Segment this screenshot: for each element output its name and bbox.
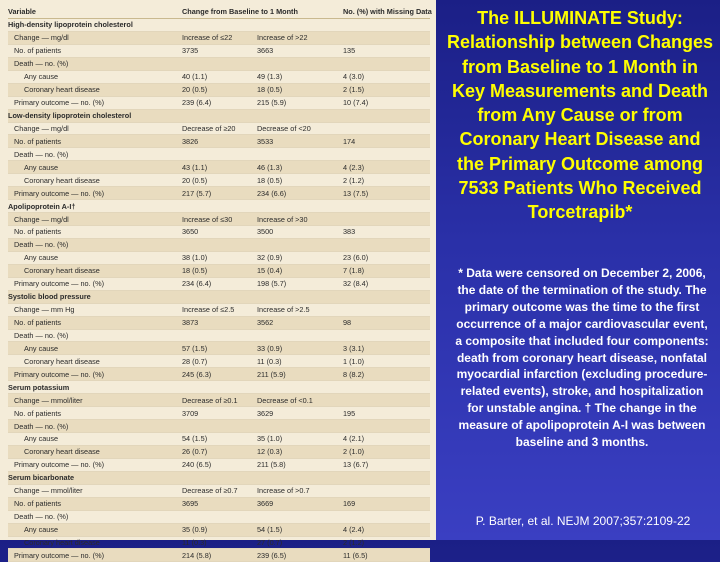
slide-citation: P. Barter, et al. NEJM 2007;357:2109-22 [475, 514, 691, 528]
table-cell: 3669 [257, 499, 274, 509]
table-cell: 217 (5.7) [182, 188, 212, 198]
table-cell: Change — mg/dl [14, 123, 69, 133]
table-row [8, 549, 430, 562]
table-row [8, 304, 430, 317]
table-row [8, 511, 430, 524]
table-cell: 23 (6.0) [343, 253, 369, 263]
table-cell: Any cause [24, 72, 59, 82]
table-section-row [8, 110, 430, 123]
table-cell: 3562 [257, 318, 274, 328]
table-header-cell: Variable [8, 6, 36, 16]
table-cell: 7 (1.8) [343, 266, 365, 276]
table-cell: 4 (3.0) [343, 72, 365, 82]
table-cell: Primary outcome — no. (%) [14, 188, 105, 198]
table-cell: Change — mm Hg [14, 305, 75, 315]
table-cell: 46 (1.3) [257, 162, 283, 172]
table-cell: Primary outcome — no. (%) [14, 98, 105, 108]
table-cell: High-density lipoprotein cholesterol [8, 20, 133, 30]
table-cell: 28 (0.7) [182, 356, 208, 366]
table-cell: Any cause [24, 253, 59, 263]
table-cell: 3735 [182, 46, 199, 56]
table-row [8, 226, 430, 239]
table-body [8, 19, 430, 562]
table-cell: 11 (6.5) [343, 550, 368, 560]
table-cell: 240 (6.5) [182, 460, 212, 470]
table-cell: Increase of >2.5 [257, 305, 310, 315]
table-cell: 18 (0.5) [257, 85, 283, 95]
table-cell: 15 (0.4) [257, 266, 283, 276]
table-cell: 214 (5.8) [182, 550, 212, 560]
table-cell: Decrease of ≥20 [182, 123, 236, 133]
table-cell: 245 (6.3) [182, 369, 212, 379]
table-cell: 11 (0.3) [257, 356, 282, 366]
table-cell: Death — no. (%) [14, 512, 69, 522]
table-cell: 2 (1.2) [343, 537, 365, 547]
table-cell: Death — no. (%) [14, 421, 69, 431]
table-row [8, 58, 430, 71]
table-cell: 12 (0.3) [257, 447, 283, 457]
table-cell: Death — no. (%) [14, 149, 69, 159]
table-row [8, 265, 430, 278]
table-cell: 18 (0.5) [257, 175, 283, 185]
table-cell: 13 (7.5) [343, 188, 369, 198]
table-cell: Any cause [24, 525, 59, 535]
table-cell: 11 (0.3) [182, 537, 207, 547]
table-cell: No. of patients [14, 46, 62, 56]
slide-footnote: * Data were censored on December 2, 2006, the date of the termination of the study. The primary outcome was the time to the first occurrence of a major cardiovascular event, a composite that included four components: death from coronary heart disease, nonfatal myocardial infarction (excluding procedure-related events), stroke, and hospitalization for unstable angina. † The change in the measure of apolipoprotein A-I was between baseline and 3 months. [455, 266, 709, 450]
table-row [8, 355, 430, 368]
table-row [8, 459, 430, 472]
table-row [8, 161, 430, 174]
table-row [8, 252, 430, 265]
table-cell: Systolic blood pressure [8, 292, 91, 302]
table-row [8, 394, 430, 407]
table-cell: 3826 [182, 136, 199, 146]
table-section-row [8, 19, 430, 32]
table-cell: 20 (0.5) [182, 175, 208, 185]
table-row [8, 498, 430, 511]
table-cell: Death — no. (%) [14, 59, 69, 69]
table-row [8, 71, 430, 84]
table-row [8, 213, 430, 226]
table-row [8, 537, 430, 550]
table-cell: 26 (0.7) [182, 447, 208, 457]
table-cell: Coronary heart disease [24, 266, 100, 276]
table-row [8, 97, 430, 110]
table-cell: Increase of >30 [257, 214, 308, 224]
table-row [8, 420, 430, 433]
table-cell: Decrease of <20 [257, 123, 311, 133]
table-cell: 3709 [182, 408, 199, 418]
table-cell: 383 [343, 227, 356, 237]
table-cell: 169 [343, 499, 356, 509]
table-cell: 3 (3.1) [343, 343, 365, 353]
table-cell: Coronary heart disease [24, 447, 100, 457]
table-cell: Decrease of <0.1 [257, 395, 313, 405]
table-cell: Coronary heart disease [24, 537, 100, 547]
table-cell: 2 (1.0) [343, 447, 365, 457]
table-cell: 239 (6.5) [257, 550, 287, 560]
table-cell: 215 (5.9) [257, 98, 287, 108]
table-cell: 4 (2.3) [343, 162, 365, 172]
table-cell: 211 (5.8) [257, 460, 286, 470]
table-cell: Any cause [24, 162, 59, 172]
table-row [8, 524, 430, 537]
table-cell: Apolipoprotein A-I† [8, 201, 76, 211]
table-cell: 54 (1.5) [257, 525, 283, 535]
table-cell: 49 (1.3) [257, 72, 283, 82]
table-cell: Coronary heart disease [24, 356, 100, 366]
table-cell: 98 [343, 318, 352, 328]
table-cell: 32 (0.9) [257, 253, 283, 263]
table-cell: No. of patients [14, 136, 62, 146]
table-cell: 38 (1.0) [182, 253, 208, 263]
table-cell: 8 (8.2) [343, 369, 365, 379]
table-cell: Low-density lipoprotein cholesterol [8, 111, 132, 121]
table-cell: Change — mg/dl [14, 33, 69, 43]
table-cell: 3663 [257, 46, 274, 56]
table-section-row [8, 472, 430, 485]
table-row [8, 433, 430, 446]
table-cell: Primary outcome — no. (%) [14, 550, 105, 560]
table-cell: Any cause [24, 434, 59, 444]
table-cell: Increase of >22 [257, 33, 308, 43]
table-cell: Change — mg/dl [14, 214, 69, 224]
table-cell: 57 (1.5) [182, 343, 208, 353]
table-cell: Serum potassium [8, 382, 70, 392]
table-cell: No. of patients [14, 408, 62, 418]
table-cell: No. of patients [14, 227, 62, 237]
table-cell: Change — mmol/liter [14, 486, 83, 496]
table-cell: Death — no. (%) [14, 240, 69, 250]
table-cell: Primary outcome — no. (%) [14, 279, 105, 289]
slide-title: The ILLUMINATE Study: Relationship between Changes from Baseline to 1 Month in Key Measurements and Death from Any Cause or from Coronary Heart Disease and the Primary Outcome among 7533 Patients Who Received Torcetrapib* [446, 8, 714, 223]
table-row [8, 123, 430, 136]
table-cell: 234 (6.4) [182, 279, 212, 289]
table-cell: 1 (1.0) [343, 356, 365, 366]
table-cell: 3533 [257, 136, 274, 146]
table-row [8, 317, 430, 330]
table-cell: 3650 [182, 227, 199, 237]
table-cell: Coronary heart disease [24, 85, 100, 95]
table-cell: Increase of ≤30 [182, 214, 233, 224]
table-row [8, 485, 430, 498]
table-section-row [8, 200, 430, 213]
table-row [8, 174, 430, 187]
table-section-row [8, 381, 430, 394]
table-section-row [8, 291, 430, 304]
table-cell: No. of patients [14, 318, 62, 328]
table-row [8, 148, 430, 161]
table-cell: 33 (0.9) [257, 343, 283, 353]
table-row [8, 342, 430, 355]
table-cell: 18 (0.5) [182, 266, 208, 276]
table-cell: 211 (5.9) [257, 369, 286, 379]
table-cell: Change — mmol/liter [14, 395, 83, 405]
table-cell: Increase of ≤2.5 [182, 305, 235, 315]
table-cell: 195 [343, 408, 356, 418]
table-cell: 13 (6.7) [343, 460, 369, 470]
table-cell: 239 (6.4) [182, 98, 212, 108]
table-cell: Primary outcome — no. (%) [14, 460, 105, 470]
table-cell: 35 (1.0) [257, 434, 283, 444]
table-row [8, 187, 430, 200]
table-cell: 43 (1.1) [182, 162, 208, 172]
table-row [8, 32, 430, 45]
table-row [8, 407, 430, 420]
table-row [8, 368, 430, 381]
table-cell: No. of patients [14, 499, 62, 509]
table-cell: Decrease of ≥0.1 [182, 395, 238, 405]
table-cell: 20 (0.5) [182, 85, 208, 95]
table-cell: Serum bicarbonate [8, 473, 75, 483]
table-cell: 40 (1.1) [182, 72, 208, 82]
table-header-cell: No. (%) with Missing Data [343, 6, 432, 16]
table-cell: 2 (1.2) [343, 175, 365, 185]
table-cell: 4 (2.1) [343, 434, 365, 444]
table-cell: 2 (1.5) [343, 85, 365, 95]
table-cell: 135 [343, 46, 356, 56]
table-cell: Decrease of ≥0.7 [182, 486, 238, 496]
table-row [8, 84, 430, 97]
table-cell: 234 (6.6) [257, 188, 287, 198]
table-cell: Increase of >0.7 [257, 486, 310, 496]
table-row [8, 446, 430, 459]
table-cell: 174 [343, 136, 356, 146]
table-cell: 3873 [182, 318, 199, 328]
table-cell: 3695 [182, 499, 199, 509]
table-cell: Death — no. (%) [14, 330, 69, 340]
table-row [8, 330, 430, 343]
table-row [8, 135, 430, 148]
table-cell: 27 (0.7) [257, 537, 283, 547]
table-cell: 3500 [257, 227, 274, 237]
table-row [8, 278, 430, 291]
table-header-cell: Change from Baseline to 1 Month [182, 6, 298, 16]
table-cell: 4 (2.4) [343, 525, 365, 535]
table-cell: 198 (5.7) [257, 279, 287, 289]
table-cell: Increase of ≤22 [182, 33, 233, 43]
table-cell: Any cause [24, 343, 59, 353]
table-cell: Primary outcome — no. (%) [14, 369, 105, 379]
table-row [8, 45, 430, 58]
table-cell: 3629 [257, 408, 274, 418]
table-cell: Coronary heart disease [24, 175, 100, 185]
table-row [8, 239, 430, 252]
table-cell: 54 (1.5) [182, 434, 208, 444]
table-cell: 32 (8.4) [343, 279, 369, 289]
table-cell: 10 (7.4) [343, 98, 369, 108]
table-header-row [8, 4, 430, 19]
table-cell: 35 (0.9) [182, 525, 208, 535]
